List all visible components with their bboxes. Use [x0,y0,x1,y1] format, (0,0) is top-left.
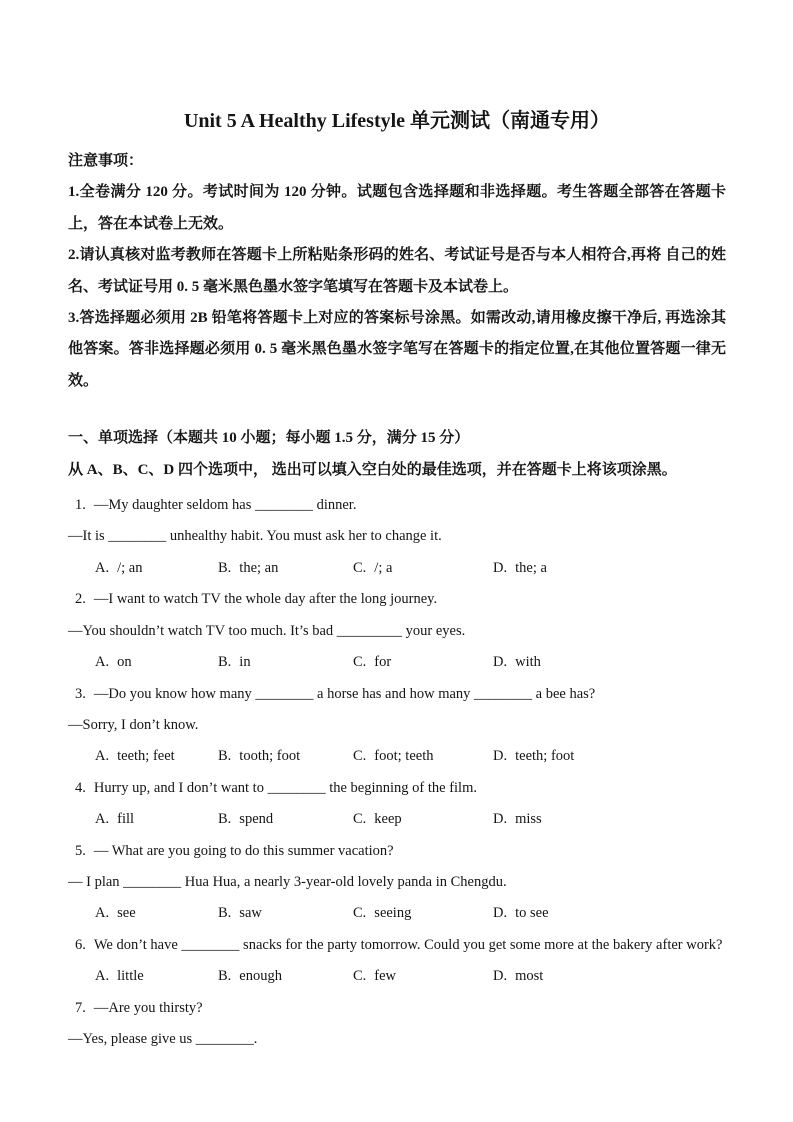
question-line [68,679,726,710]
question-text: Hurry up, and I don’t want to ________ the beginning of the film. [93,779,477,796]
option-a [95,961,218,992]
option-text: in [239,654,251,671]
option-letter: A. [95,811,110,828]
question-line: —You shouldn’t watch TV too much. It’s bad _________ your eyes. [68,622,466,639]
notice-items [68,177,726,397]
option-a [95,647,218,678]
option-letter: A. [95,559,110,576]
option-letter: D. [493,968,508,985]
option-c [353,647,493,678]
question-line [68,490,726,521]
option-letter: B. [218,968,232,985]
option-text: saw [239,905,262,922]
option-text: the; a [515,559,547,576]
options-row [68,898,726,929]
question-number: 2. [75,591,86,608]
option-letter: C. [353,811,367,828]
question [68,584,726,678]
option-b [218,898,353,929]
question-line: —Sorry, I don’t know. [68,716,199,733]
question-text: — What are you going to do this summer vacation? [93,842,394,859]
option-letter: C. [353,559,367,576]
question-line: —It is ________ unhealthy habit. You must ask her to change it. [68,528,442,545]
question-number: 1. [75,497,86,514]
options-row [68,553,726,584]
options-row [68,961,726,992]
option-text: to see [515,905,549,922]
option-text: most [515,968,544,985]
option-text: on [117,654,132,671]
option-letter: B. [218,748,232,765]
question [68,490,726,584]
question-text: We don’t have ________ snacks for the party tomorrow. Could you get some more at the bakery after work? [93,936,723,953]
option-c [353,804,493,835]
page-title: Unit 5 A Healthy Lifestyle 单元测试（南通专用） [183,110,611,132]
option-a [95,553,218,584]
option-b [218,647,353,678]
question-line [68,836,726,867]
options-row [68,741,726,772]
option-text: see [117,905,136,922]
option-text: teeth; foot [515,748,575,765]
option-d [493,898,549,929]
option-letter: A. [95,748,110,765]
option-d [493,804,542,835]
option-text: few [374,968,397,985]
option-d [493,961,543,992]
option-letter: B. [218,905,232,922]
question-line [68,773,726,804]
option-c [353,553,493,584]
option-text: /; an [117,559,143,576]
option-text: /; a [374,559,393,576]
option-letter: D. [493,654,508,671]
option-letter: D. [493,559,508,576]
option-c [353,741,493,772]
notice-section [68,146,726,397]
question-number: 5. [75,842,86,859]
notice-item: 1.全卷满分 120 分。考试时间为 120 分钟。试题包含选择题和非选择题。考生答题全部答在答题卡上，答在本试卷上无效。 [68,184,726,232]
option-b [218,553,353,584]
option-letter: C. [353,748,367,765]
option-letter: C. [353,968,367,985]
section-instruction: 从 A、B、C、D 四个选项中， 选出可以填入空白处的最佳选项，并在答题卡上将该项涂黑。 [68,461,677,478]
notice-item: 2.请认真核对监考教师在答题卡上所粘贴条形码的姓名、考试证号是否与本人相符合,再将 自己的姓名、考试证号用 0. 5 毫米黑色墨水签字笔填写在答题卡及本试卷上。 [68,247,726,295]
option-letter: C. [353,905,367,922]
option-letter: B. [218,811,232,828]
option-d [493,741,574,772]
section-heading: 一、单项选择（本题共 10 小题；每小题 1.5 分，满分 15 分） [68,430,470,447]
option-letter: D. [493,905,508,922]
option-letter: D. [493,811,508,828]
options-row [68,647,726,678]
question-text: —I want to watch TV the whole day after the long journey. [93,591,438,608]
option-b [218,804,353,835]
option-letter: B. [218,654,232,671]
option-letter: A. [95,905,110,922]
option-b [218,961,353,992]
paper-content [68,146,726,1055]
option-text: tooth; foot [239,748,301,765]
question-number: 3. [75,685,86,702]
option-letter: A. [95,654,110,671]
question-text: —Do you know how many ________ a horse has and how many ________ a bee has? [93,685,596,702]
question-line [68,993,726,1024]
option-text: seeing [374,905,412,922]
question-line [68,930,726,961]
option-text: with [515,654,541,671]
option-text: miss [515,811,542,828]
notice-heading: 注意事项： [68,153,144,169]
question [68,679,726,773]
question [68,930,726,993]
option-d [493,647,541,678]
question-line: — I plan ________ Hua Hua, a nearly 3-year-old lovely panda in Chengdu. [68,873,507,890]
question-text: —My daughter seldom has ________ dinner. [93,497,357,514]
option-text: keep [374,811,402,828]
option-text: little [117,968,144,985]
question-line: —Yes, please give us ________. [68,1030,258,1047]
question [68,993,726,1056]
option-text: for [374,654,392,671]
options-row [68,804,726,835]
option-a [95,741,218,772]
question-number: 4. [75,779,86,796]
option-text: foot; teeth [374,748,434,765]
option-c [353,898,493,929]
option-a [95,898,218,929]
section-one [68,423,726,486]
option-a [95,804,218,835]
question-number: 6. [75,936,86,953]
option-c [353,961,493,992]
question [68,836,726,930]
question-line [68,584,726,615]
option-text: teeth; feet [117,748,175,765]
option-b [218,741,353,772]
question-number: 7. [75,999,86,1016]
option-letter: B. [218,559,232,576]
option-letter: A. [95,968,110,985]
question-list [68,490,726,1055]
option-text: the; an [239,559,279,576]
question [68,773,726,836]
option-text: fill [117,811,135,828]
question-text: —Are you thirsty? [93,999,203,1016]
option-letter: C. [353,654,367,671]
option-text: enough [239,968,282,985]
option-d [493,553,547,584]
option-text: spend [239,811,274,828]
notice-item: 3.答选择题必须用 2B 铅笔将答题卡上对应的答案标号涂黑。如需改动,请用橡皮擦干净后, 再选涂其他答案。答非选择题必须用 0. 5 毫米黑色墨水签字笔写在答题卡的指定位置,在其他位置答题一律无效。 [68,310,726,389]
option-letter: D. [493,748,508,765]
